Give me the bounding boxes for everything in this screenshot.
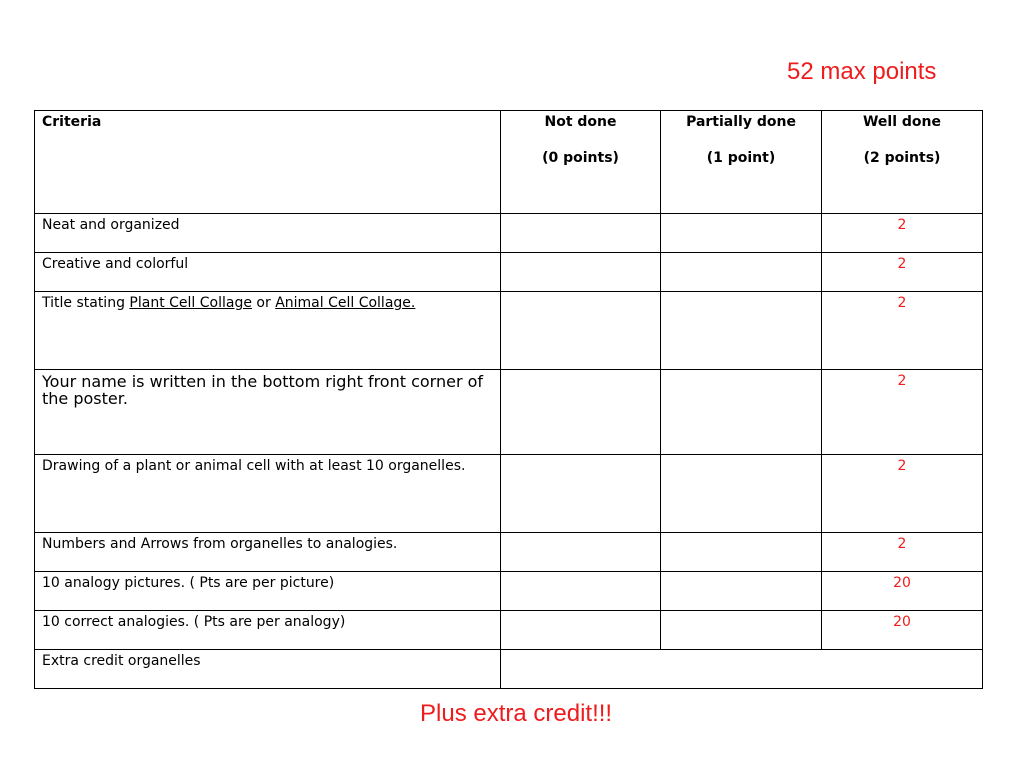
table-header-row bbox=[35, 111, 983, 214]
table-row bbox=[35, 650, 983, 689]
partially-done-cell bbox=[661, 533, 822, 572]
header-not-done bbox=[501, 111, 661, 214]
well-done-score: 2 bbox=[822, 370, 983, 455]
criteria-text: Title stating bbox=[42, 295, 130, 311]
well-done-score: 2 bbox=[822, 253, 983, 292]
extra-credit-merged-cell bbox=[501, 650, 983, 689]
partially-done-cell bbox=[661, 572, 822, 611]
header-criteria: Criteria bbox=[35, 111, 501, 214]
well-done-score: 2 bbox=[822, 455, 983, 533]
header-well-done-points: (2 points) bbox=[863, 150, 941, 166]
not-done-cell bbox=[501, 253, 661, 292]
well-done-score: 20 bbox=[822, 611, 983, 650]
table-row bbox=[35, 253, 983, 292]
criteria-cell: 10 analogy pictures. ( Pts are per picture) bbox=[35, 572, 501, 611]
header-partially-done-points: (1 point) bbox=[706, 150, 776, 166]
criteria-cell: Extra credit organelles bbox=[35, 650, 501, 689]
well-done-score: 2 bbox=[822, 214, 983, 253]
partially-done-cell bbox=[661, 253, 822, 292]
header-not-done-points: (0 points) bbox=[542, 150, 619, 166]
criteria-cell bbox=[35, 292, 501, 370]
not-done-cell bbox=[501, 572, 661, 611]
criteria-cell: Neat and organized bbox=[35, 214, 501, 253]
table-row bbox=[35, 370, 983, 455]
plant-cell-collage-text: Plant Cell Collage bbox=[129, 295, 252, 311]
partially-done-cell bbox=[661, 292, 822, 370]
header-not-done-label: Not done bbox=[544, 114, 617, 130]
table-row bbox=[35, 611, 983, 650]
partially-done-cell bbox=[661, 611, 822, 650]
header-well-done-label: Well done bbox=[862, 114, 941, 130]
well-done-score: 2 bbox=[822, 292, 983, 370]
table-row bbox=[35, 572, 983, 611]
table-row bbox=[35, 455, 983, 533]
table-row bbox=[35, 533, 983, 572]
table-row bbox=[35, 292, 983, 370]
not-done-cell bbox=[501, 611, 661, 650]
rubric-table bbox=[34, 110, 983, 689]
not-done-cell bbox=[501, 214, 661, 253]
well-done-score: 2 bbox=[822, 533, 983, 572]
header-partially-done-label: Partially done bbox=[686, 114, 796, 130]
criteria-text: or bbox=[251, 295, 276, 311]
partially-done-cell bbox=[661, 214, 822, 253]
extra-credit-note: Plus extra credit!!! bbox=[420, 700, 613, 727]
well-done-score: 20 bbox=[822, 572, 983, 611]
animal-cell-collage-text: Animal Cell Collage. bbox=[275, 295, 416, 311]
partially-done-cell bbox=[661, 370, 822, 455]
criteria-cell: Numbers and Arrows from organelles to analogies. bbox=[35, 533, 501, 572]
partially-done-cell bbox=[661, 455, 822, 533]
not-done-cell bbox=[501, 292, 661, 370]
max-points-title: 52 max points bbox=[787, 58, 937, 85]
table-row bbox=[35, 214, 983, 253]
header-well-done bbox=[822, 111, 983, 214]
criteria-cell: 10 correct analogies. ( Pts are per analogy) bbox=[35, 611, 501, 650]
criteria-cell: Your name is written in the bottom right front corner of the poster. bbox=[35, 370, 501, 455]
not-done-cell bbox=[501, 370, 661, 455]
criteria-cell: Drawing of a plant or animal cell with at least 10 organelles. bbox=[35, 455, 501, 533]
header-partially-done bbox=[661, 111, 822, 214]
criteria-cell: Creative and colorful bbox=[35, 253, 501, 292]
not-done-cell bbox=[501, 455, 661, 533]
not-done-cell bbox=[501, 533, 661, 572]
